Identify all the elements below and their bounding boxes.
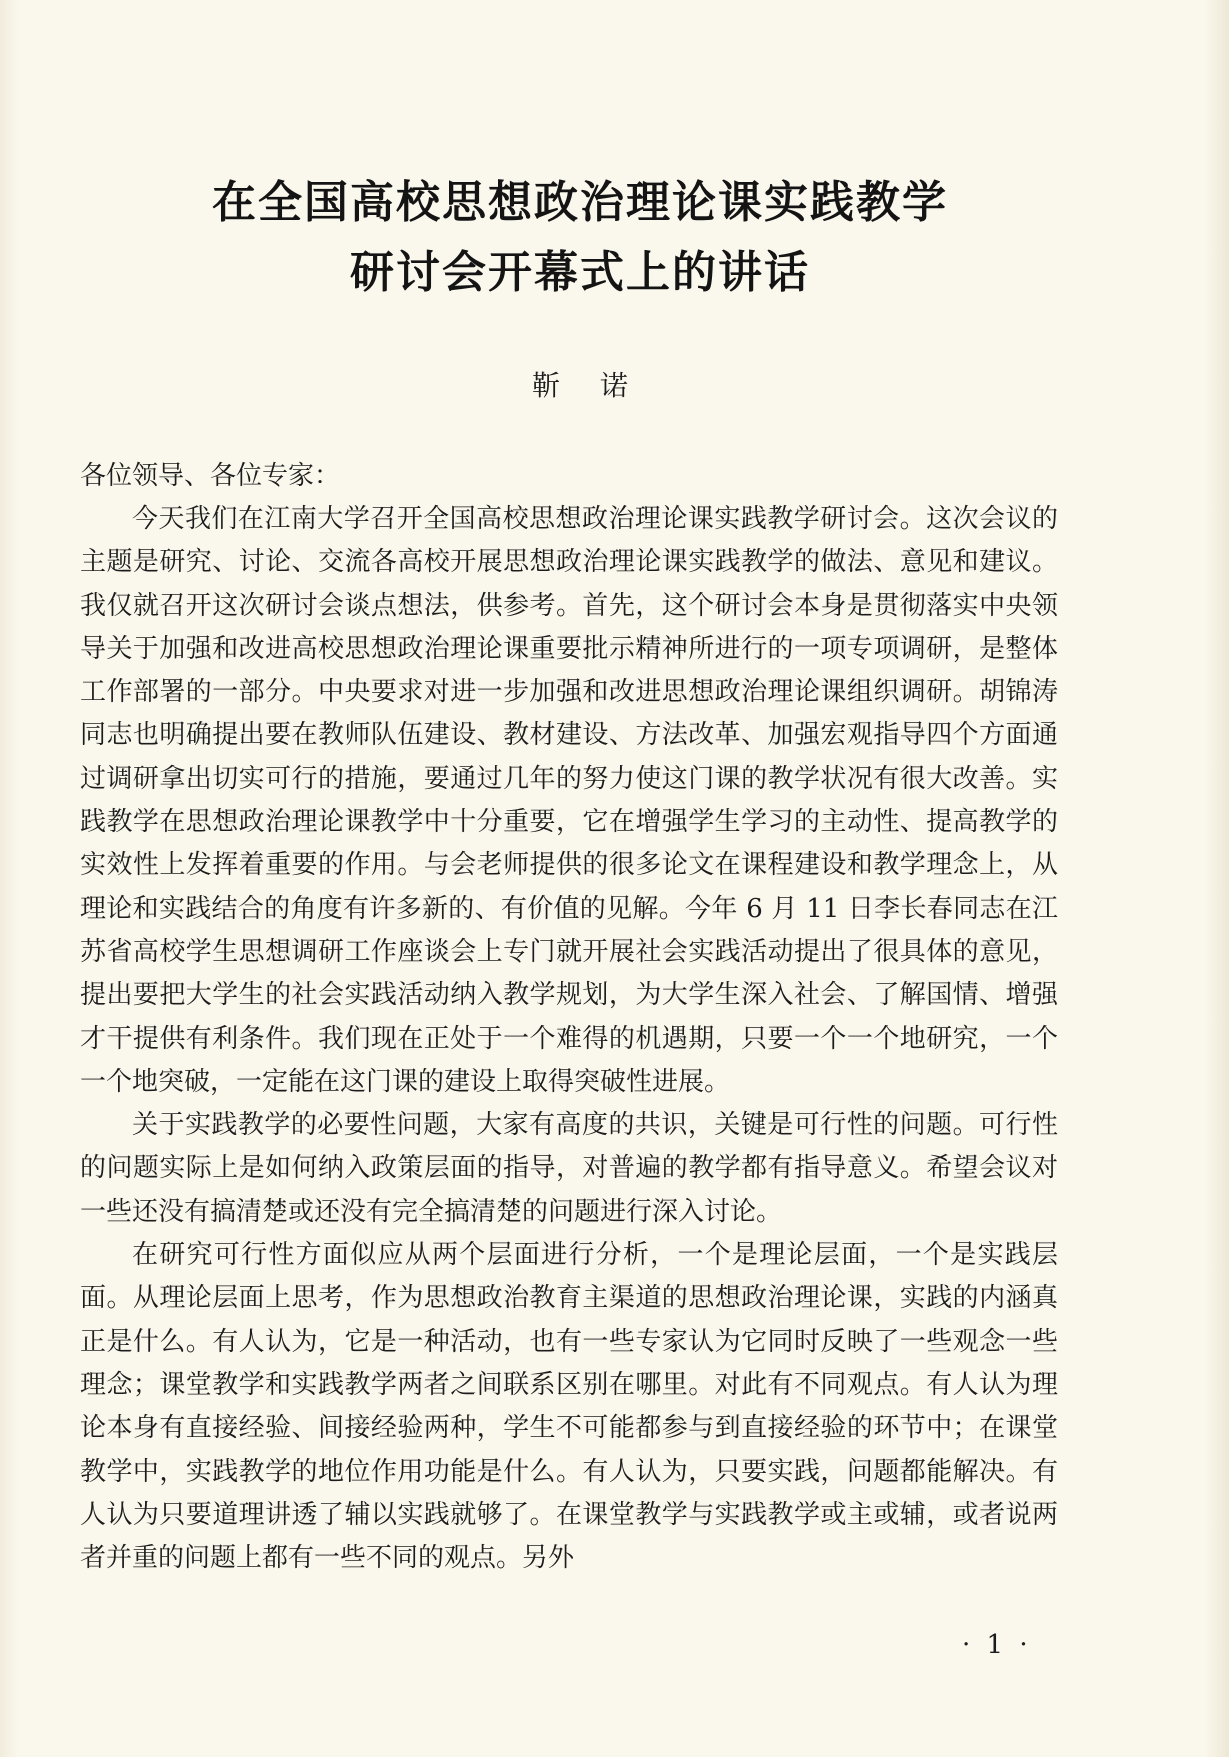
title-line-2: 研讨会开幕式上的讲话: [350, 247, 810, 298]
title-block: [0, 168, 1160, 308]
author-name: 靳诺: [531, 369, 668, 402]
body-text: [80, 498, 1058, 1580]
paragraph-2: 关于实践教学的必要性问题，大家有高度的共识，关键是可行性的问题。可行性的问题实际上是如何纳入政策层面的指导，对普遍的教学都有指导意义。希望会议对一些还没有搞清楚或还没有完全搞清楚的问题进行深入讨论。: [80, 1110, 1058, 1227]
page-number: · 1 ·: [962, 1630, 1032, 1660]
paragraph-3: 在研究可行性方面似应从两个层面进行分析，一个是理论层面，一个是实践层面。从理论层面上思考，作为思想政治教育主渠道的思想政治理论课，实践的内涵真正是什么。有人认为，它是一种活动，也有一些专家认为它同时反映了一些观念一些理念；课堂教学和实践教学两者之间联系区别在哪里。对此有不同观点。有人认为理论本身有直接经验、间接经验两种，学生不可能都参与到直接经验的环节中；在课堂教学中，实践教学的地位作用功能是什么。有人认为，只要实践，问题都能解决。有人认为只要道理讲透了辅以实践就够了。在课堂教学与实践教学或主或辅，或者说两者并重的问题上都有一些不同的观点。另外: [80, 1240, 1058, 1574]
title-line-1: 在全国高校思想政治理论课实践教学: [212, 177, 948, 228]
salutation: 各位领导、各位专家：: [80, 461, 341, 491]
paragraph-1: 今天我们在江南大学召开全国高校思想政治理论课实践教学研讨会。这次会议的主题是研究、讨论、交流各高校开展思想政治理论课实践教学的做法、意见和建议。我仅就召开这次研讨会谈点想法，供参考。首先，这个研讨会本身是贯彻落实中央领导关于加强和改进高校思想政治理论课重要批示精神所进行的一项专项调研，是整体工作部署的一部分。中央要求对进一步加强和改进思想政治理论课组织调研。胡锦涛同志也明确提出要在教师队伍建设、教材建设、方法改革、加强宏观指导四个方面通过调研拿出切实可行的措施，要通过几年的努力使这门课的教学状况有很大改善。实践教学在思想政治理论课教学中十分重要，它在增强学生学习的主动性、提高教学的实效性上发挥着重要的作用。与会老师提供的很多论文在课程建设和教学理念上，从理论和实践结合的角度有许多新的、有价值的见解。今年 6 月 11 日李长春同志在江苏省高校学生思想调研工作座谈会上专门就开展社会实践活动提出了很具体的意见，提出要把大学生的社会实践活动纳入教学规划，为大学生深入社会、了解国情、增强才干提供有利条件。我们现在正处于一个难得的机遇期，只要一个一个地研究，一个一个地突破，一定能在这门课的建设上取得突破性进展。: [80, 504, 1058, 1097]
